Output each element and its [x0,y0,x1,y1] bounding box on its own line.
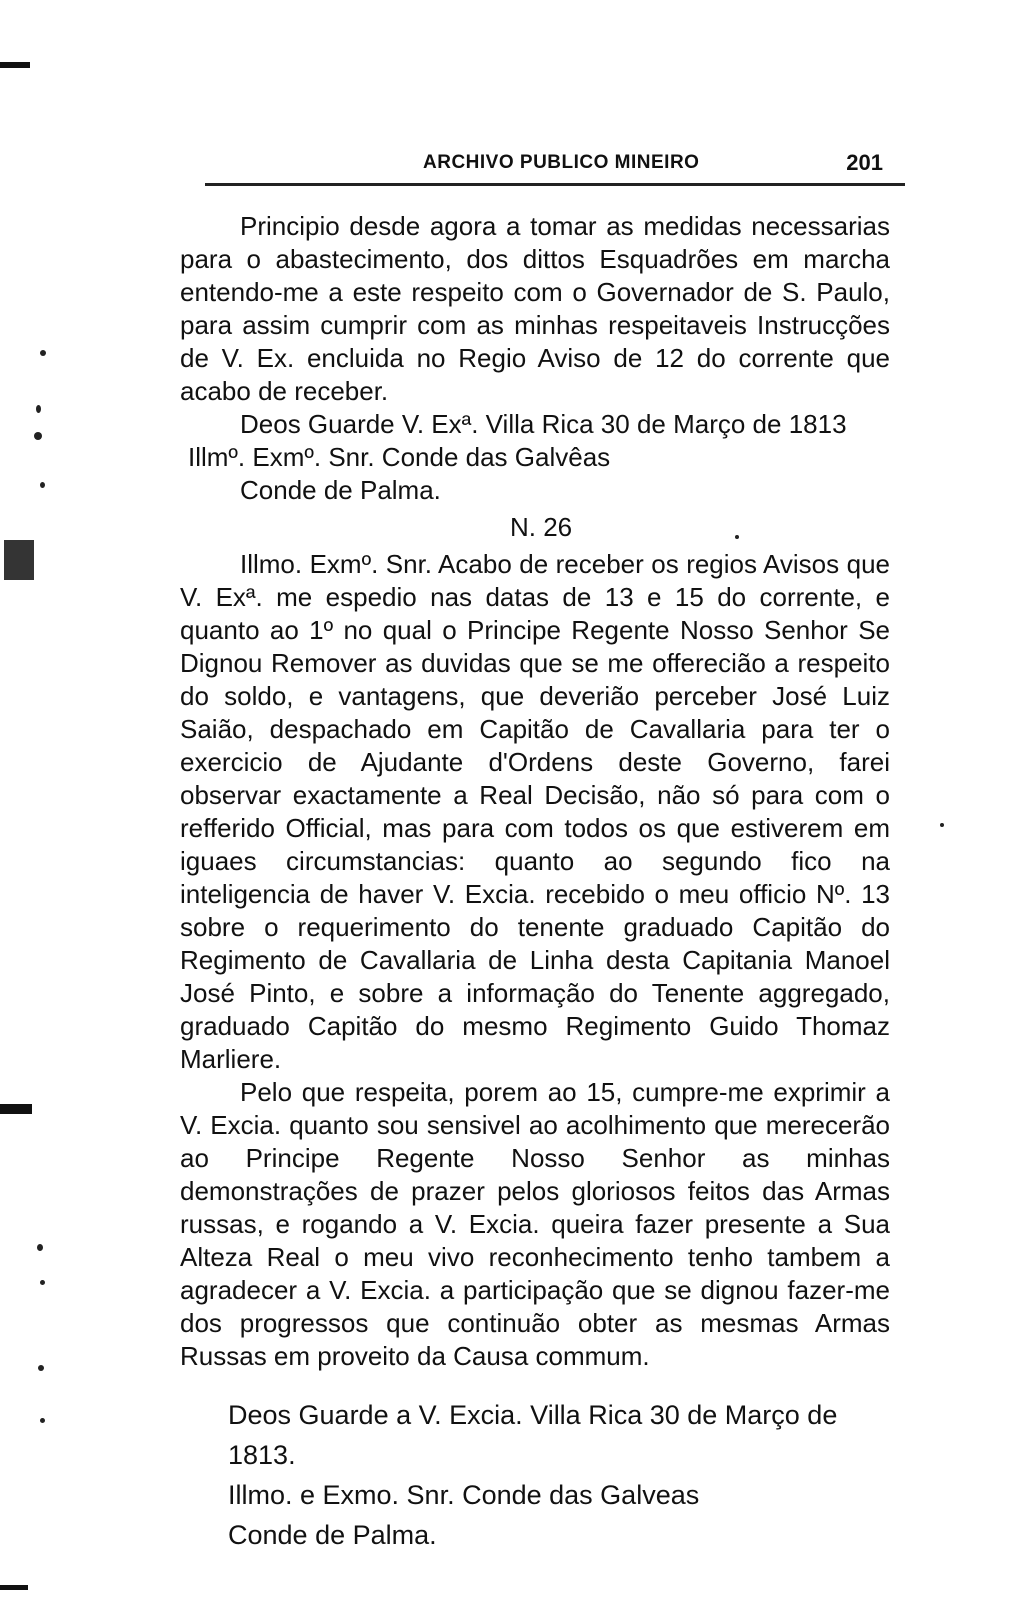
scan-speck [34,432,42,440]
scan-speck [940,823,944,827]
scan-speck [37,1244,43,1251]
scan-edge-mark [0,1104,32,1114]
scan-edge-mark [0,1585,28,1590]
closing-1-line-1: Deos Guarde V. Exª. Villa Rica 30 de Março de 1813 [240,409,847,439]
scan-speck [40,1418,45,1423]
scan-speck [40,482,45,488]
closing-block-2 [228,1395,908,1555]
scan-edge-mark [0,62,30,68]
page-number: 201 [846,150,883,175]
closing-1-line-2: Illmº. Exmº. Snr. Conde das Galvêas [188,442,611,472]
scan-speck [40,1280,45,1285]
paragraph-3: Pelo que respeita, porem ao 15, cumpre-me exprimir a V. Excia. quanto sou sensivel ao acolhimento que merecerão ao Principe Regente Nosso Senhor as minhas demonstrações de prazer pelos gloriosos feitos das Armas russas, e rogando a V. Excia. queira fazer presente a Sua Alteza Real o meu vivo reconhecimento tenho tambem a agradecer a V. Excia. a participação que se dignou fazer-me dos progressos que continuão obter as mesmas Armas Russas em proveito da Causa commum. [180,1077,890,1371]
running-title: ARCHIVO PUBLICO MINEIRO [423,152,700,173]
paragraph-2: Illmo. Exmº. Snr. Acabo de receber os regios Avisos que V. Exª. me espedio nas datas de 13 e 15 do corrente, e quanto ao 1º no qual o Principe Regente Nosso Senhor Se Dignou Remover as duvidas que se me offerecião a respeito do soldo, e vantagens, que deverião perceber José Luiz Saião, despachado em Capitão de Cavallaria para ter o exercicio de Ajudante d'Ordens deste Governo, farei observar exactamente a Real Decisão, não só para com o refferido Official, mas para com todos os que estiverem em iguaes circumstancias: quanto ao segundo fico na inteligencia de haver V. Excia. recebido o meu officio Nº. 13 sobre o requerimento do tenente graduado Capitão do Regimento de Cavallaria de Linha desta Capitania Manoel José Pinto, e sobre a informação do Tenente aggregado, graduado Capitão do mesmo Regimento Guido Thomaz Marliere. [180,549,890,1074]
document-number: N. 26 [510,512,573,542]
scan-speck [735,535,739,539]
closing-2-line-1: Deos Guarde a V. Excia. Villa Rica 30 de Março de 1813. [228,1400,838,1470]
scan-speck [36,405,41,413]
scan-edge-mark [4,540,34,580]
closing-2-signature: Conde de Palma. [228,1520,437,1550]
closing-1-signature: Conde de Palma. [240,475,441,505]
closing-2-line-2: Illmo. e Exmo. Snr. Conde das Galveas [228,1480,700,1510]
page-header [205,150,905,190]
scan-speck [38,1365,44,1371]
scan-speck [40,350,46,356]
header-rule [205,183,905,186]
paragraph-1: Principio desde agora a tomar as medidas necessarias para o abastecimento, dos dittos Esquadrões em marcha entendo-me a este respeito com o Governador de S. Paulo, para assim cumprir com as minhas respeitaveis Instrucções de V. Ex. encluida no Regio Aviso de 12 do corrente que acabo de receber. [180,211,890,406]
document-body [180,210,890,1373]
